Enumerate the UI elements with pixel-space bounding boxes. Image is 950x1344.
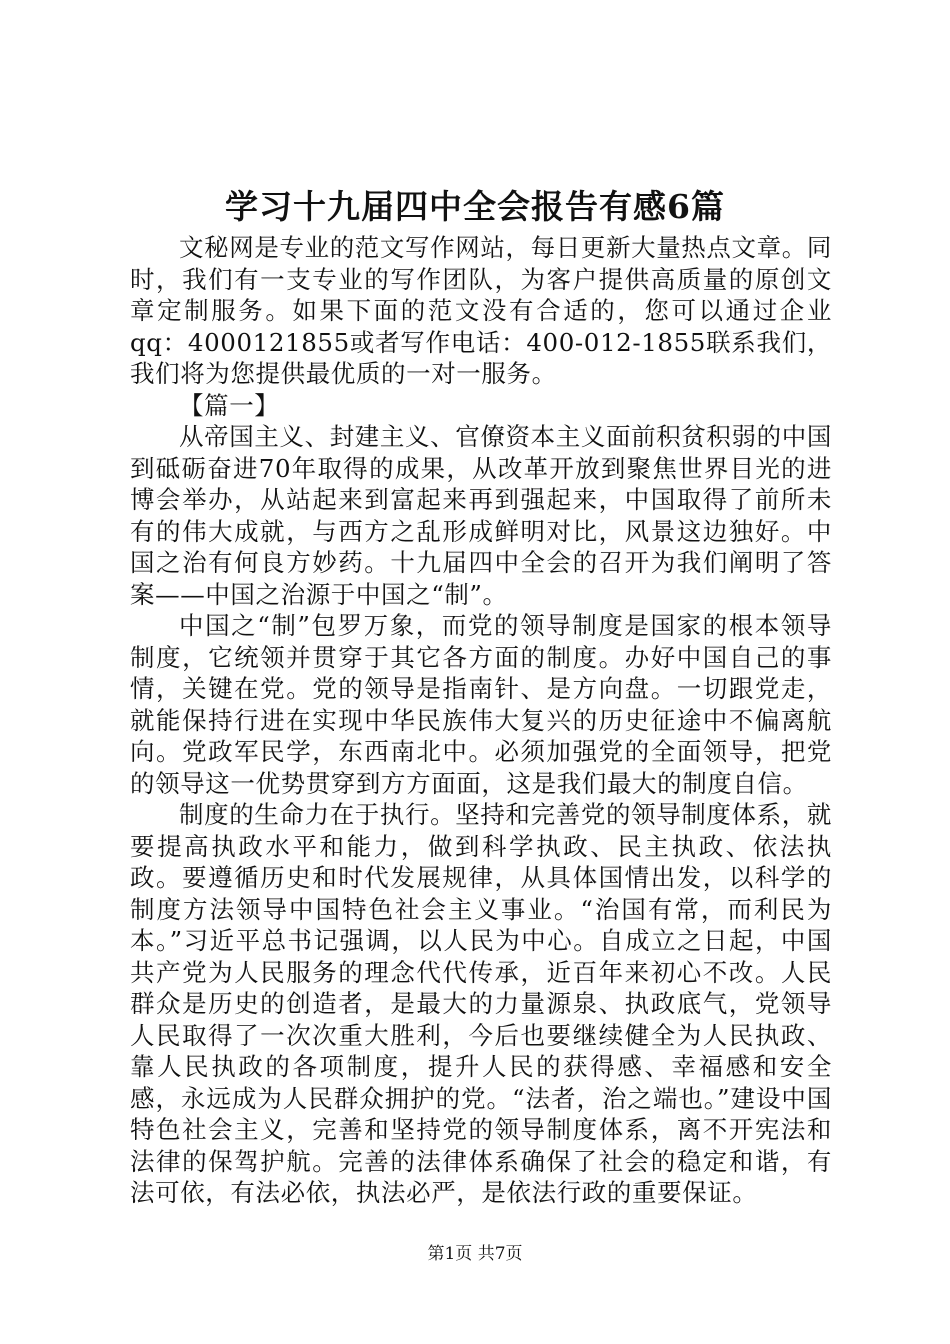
intro-paragraph: 文秘网是专业的范文写作网站，每日更新大量热点文章。同时，我们有一支专业的写作团队，为客户提供高质量的原创文章定制服务。如果下面的范文没有合适的，您可以通过企业qq：4000121855或者写作电话：400-012-1855联系我们，我们将为您提供最优质的一对一服务。 [130,233,832,388]
page-number-footer: 第1页 共7页 [427,1244,523,1264]
body-paragraph: 从帝国主义、封建主义、官僚资本主义面前积贫积弱的中国到砥砺奋进70年取得的成果，从改革开放到聚焦世界目光的进博会举办，从站起来到富起来再到强起来，中国取得了前所未有的伟大成就，与西方之乱形成鲜明对比，风景这边独好。中国之治有何良方妙药。十九届四中全会的召开为我们阐明了答案——中国之治源于中国之“制”。 [130,422,832,609]
document-title: 学习十九届四中全会报告有感6篇 [225,187,725,226]
body-paragraph: 制度的生命力在于执行。坚持和完善党的领导制度体系，就要提高执政水平和能力，做到科学执政、民主执政、依法执政。要遵循历史和时代发展规律，从具体国情出发，以科学的制度方法领导中国特色社会主义事业。“治国有常，而利民为本。”习近平总书记强调，以人民为中心。自成立之日起，中国共产党为人民服务的理念代代传承，近百年来初心不改。人民群众是历史的创造者，是最大的力量源泉、执政底气，党领导人民取得了一次次重大胜利，今后也要继续健全为人民执政、靠人民执政的各项制度，提升人民的获得感、幸福感和安全感，永远成为人民群众拥护的党。“法者，治之端也。”建设中国特色社会主义，完善和坚持党的领导制度体系，离不开宪法和法律的保驾护航。完善的法律体系确保了社会的稳定和谐，有法可依，有法必依，执法必严，是依法行政的重要保证。 [130,800,832,1207]
body-paragraph: 中国之“制”包罗万象，而党的领导制度是国家的根本领导制度，它统领并贯穿于其它各方面的制度。办好中国自己的事情，关键在党。党的领导是指南针、是方向盘。一切跟党走，就能保持行进在实现中华民族伟大复兴的历史征途中不偏离航向。党政军民学，东西南北中。必须加强党的全面领导，把党的领导这一优势贯穿到方方面面，这是我们最大的制度自信。 [130,611,832,798]
section-heading: 【篇一】 [179,390,280,420]
document-body [130,232,832,1209]
